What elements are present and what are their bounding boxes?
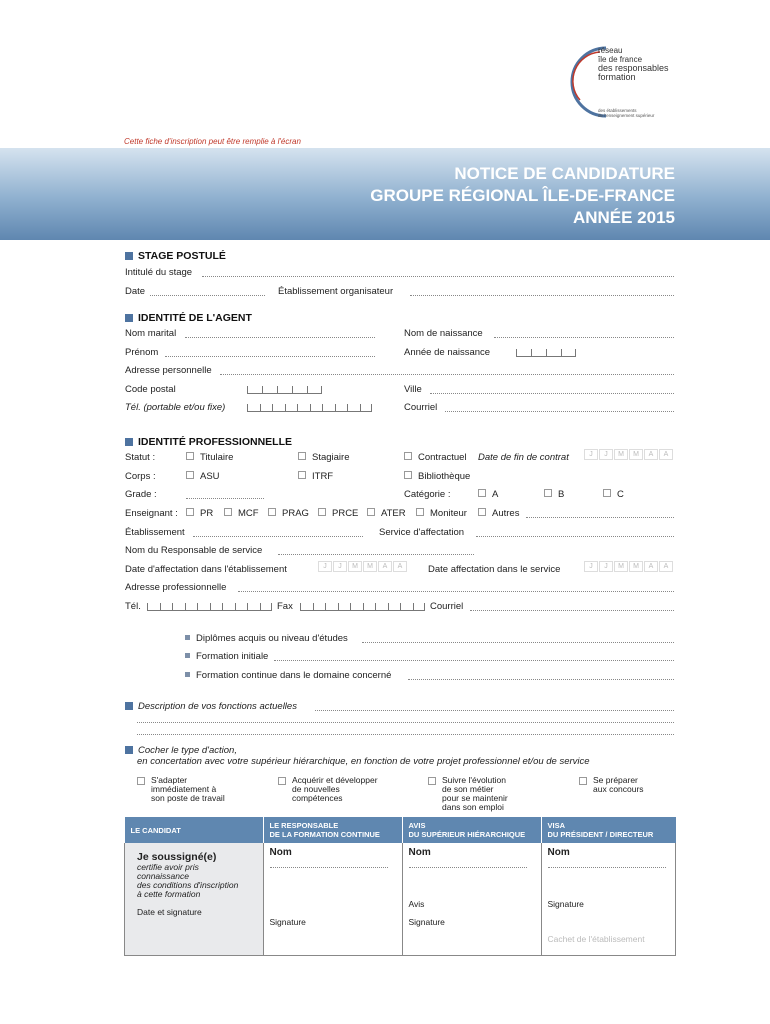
- date-y2: A: [393, 561, 407, 572]
- sig-header-superieur: [402, 817, 541, 843]
- label-date-affect-service: Date affectation dans le service: [428, 564, 561, 575]
- label-diplomes: [185, 633, 348, 644]
- section-bullet-icon: [125, 702, 133, 710]
- field-courriel-pro[interactable]: [470, 610, 674, 611]
- date-m1: M: [614, 561, 628, 572]
- field-adresse-pro[interactable]: [238, 591, 674, 592]
- field-code-postal[interactable]: [247, 381, 322, 394]
- field-annee-naissance[interactable]: [516, 344, 576, 357]
- field-date[interactable]: [150, 295, 265, 296]
- field-fax[interactable]: [300, 598, 425, 611]
- checkbox-icon: [579, 777, 587, 785]
- checkbox-bibliotheque-label: Bibliothèque: [418, 471, 471, 482]
- action-acquerir-l2: de nouvelles: [292, 784, 340, 794]
- sig-nom-superieur-line: [409, 867, 527, 868]
- action-suivre-l1: Suivre l'évolution: [442, 775, 506, 785]
- sig-cell-responsable[interactable]: [263, 843, 402, 956]
- field-description-1[interactable]: [315, 710, 674, 711]
- checkbox-pr[interactable]: [186, 508, 213, 519]
- action-adapter-l2: immédiatement à: [151, 784, 217, 794]
- field-etablissement[interactable]: [193, 536, 363, 537]
- bullet-icon: [185, 653, 190, 658]
- bullet-icon: [185, 635, 190, 640]
- label-corps: Corps :: [125, 471, 156, 482]
- label-date-fin: Date de fin de contrat: [478, 452, 569, 463]
- checkbox-asu[interactable]: [186, 471, 220, 482]
- logo-sub1: des établissements: [598, 108, 637, 113]
- field-tel-agent[interactable]: [247, 399, 372, 412]
- checkbox-stagiaire-label: Stagiaire: [312, 452, 350, 463]
- sig-certifie-2: des conditions d'inscription: [137, 880, 239, 890]
- field-etab-organisateur[interactable]: [410, 295, 674, 296]
- field-service[interactable]: [476, 536, 674, 537]
- checkbox-moniteur[interactable]: [416, 508, 467, 519]
- label-enseignant: Enseignant :: [125, 508, 178, 519]
- sig-header-president-1: VISA: [547, 821, 566, 830]
- sig-cachet: Cachet de l'établissement: [547, 934, 645, 944]
- label-formation-continue-text: Formation continue dans le domaine concerné: [196, 670, 392, 681]
- date-m2: M: [629, 449, 643, 460]
- action-adapter-l3: son poste de travail: [151, 793, 225, 803]
- date-y1: A: [378, 561, 392, 572]
- bullet-icon: [185, 672, 190, 677]
- checkbox-mcf[interactable]: [224, 508, 259, 519]
- label-nom-naissance: Nom de naissance: [404, 328, 483, 339]
- screen-note: Cette fiche d'inscription peut être remplie à l'écran: [124, 137, 301, 146]
- date-d1: J: [584, 561, 598, 572]
- label-ville: Ville: [404, 384, 422, 395]
- sig-nom-superieur: Nom: [408, 847, 431, 858]
- section-stage-title: STAGE POSTULÉ: [138, 250, 226, 262]
- field-intitule[interactable]: [202, 276, 674, 277]
- checkbox-prce[interactable]: [318, 508, 358, 519]
- action-concours-l2: aux concours: [593, 784, 644, 794]
- label-courriel-agent: Courriel: [404, 402, 438, 413]
- date-m2: M: [629, 561, 643, 572]
- label-etablissement: Établissement: [125, 527, 185, 538]
- checkbox-titulaire-label: Titulaire: [200, 452, 234, 463]
- section-bullet-icon: [125, 746, 133, 754]
- label-diplomes-text: Diplômes acquis ou niveau d'études: [196, 633, 348, 644]
- checkbox-icon: [478, 508, 486, 516]
- sig-cell-candidat[interactable]: [125, 843, 264, 956]
- action-suivre-l4: dans son emploi: [442, 802, 504, 812]
- checkbox-bibliotheque[interactable]: [404, 471, 470, 482]
- checkbox-pr-label: PR: [200, 508, 214, 519]
- sig-nom-president-line: [548, 867, 666, 868]
- sig-nom-responsable-line: [270, 867, 388, 868]
- sig-certifie-1: certifie avoir pris connaissance: [137, 862, 199, 881]
- checkbox-autres[interactable]: [478, 508, 519, 519]
- section-bullet-icon: [125, 438, 133, 446]
- checkbox-itrf-label: ITRF: [312, 471, 334, 482]
- action-concours-l1: Se préparer: [593, 775, 638, 785]
- checkbox-icon: [478, 489, 486, 497]
- checkbox-icon: [298, 452, 306, 460]
- label-code-postal: Code postal: [125, 384, 176, 395]
- sig-cell-superieur[interactable]: [402, 843, 541, 956]
- date-y1: A: [644, 561, 658, 572]
- label-fax: Fax: [277, 601, 293, 612]
- label-service: Service d'affectation: [379, 527, 465, 538]
- label-tel-pro: Tél.: [125, 601, 141, 612]
- label-responsable: Nom du Responsable de service: [125, 545, 263, 556]
- label-cocher-1: [125, 745, 237, 756]
- sig-soussigne: Je soussigné(e): [137, 851, 217, 863]
- checkbox-prce-label: PRCE: [332, 508, 359, 519]
- field-tel-pro[interactable]: [147, 598, 272, 611]
- section-agent-title: IDENTITÉ DE L'AGENT: [138, 312, 252, 324]
- label-annee-naissance: Année de naissance: [404, 347, 491, 358]
- label-description: [125, 701, 297, 712]
- checkbox-cat-c[interactable]: [603, 489, 624, 500]
- label-date-affect-etab: Date d'affectation dans l'établissement: [125, 564, 287, 575]
- field-nom-naissance[interactable]: [494, 337, 674, 338]
- checkbox-icon: [318, 508, 326, 516]
- label-intitule: Intitulé du stage: [125, 267, 193, 278]
- action-acquerir-l1: Acquérir et développer: [292, 775, 378, 785]
- field-description-3[interactable]: [137, 734, 674, 735]
- field-prenom[interactable]: [165, 356, 375, 357]
- sig-header-candidat: LE CANDIDAT: [125, 817, 264, 843]
- label-formation-initiale: [185, 651, 268, 662]
- label-categorie: Catégorie :: [404, 489, 451, 500]
- checkbox-cat-b-label: B: [558, 489, 565, 500]
- field-formation-continue[interactable]: [408, 679, 674, 680]
- header-title-2: GROUPE RÉGIONAL ÎLE-DE-FRANCE: [370, 186, 675, 205]
- action-concours[interactable]: [579, 776, 644, 794]
- field-date-affect-etab[interactable]: [318, 561, 408, 572]
- field-courriel-agent[interactable]: [445, 411, 674, 412]
- action-acquerir[interactable]: [278, 776, 378, 803]
- logo-line2: île de france: [598, 55, 643, 64]
- checkbox-mcf-label: MCF: [238, 508, 259, 519]
- checkbox-icon: [186, 471, 194, 479]
- sig-signature-superieur: Signature: [408, 917, 445, 927]
- sig-header-superieur-1: AVIS: [408, 821, 426, 830]
- header-title-3: ANNÉE 2015: [572, 208, 675, 227]
- sig-cell-president[interactable]: [541, 843, 676, 956]
- action-adapter[interactable]: [137, 776, 225, 803]
- label-statut: Statut :: [125, 452, 156, 463]
- checkbox-icon: [298, 471, 306, 479]
- label-formation-continue: [185, 670, 391, 681]
- logo-line1: réseau: [598, 46, 623, 55]
- label-cocher-1-text: Cocher le type d'action,: [138, 745, 237, 756]
- field-formation-initiale[interactable]: [274, 660, 674, 661]
- label-cocher-2: en concertation avec votre supérieur hiérarchique, en fonction de votre projet professionnel et/ou de service: [137, 756, 590, 767]
- label-nom-marital: Nom marital: [125, 328, 177, 339]
- field-description-2[interactable]: [137, 722, 674, 723]
- label-date: Date: [125, 286, 146, 297]
- date-d1: J: [584, 449, 598, 460]
- section-pro-title: IDENTITÉ PROFESSIONNELLE: [138, 436, 293, 448]
- logo-sub2: de l'enseignement supérieur: [598, 113, 655, 118]
- field-ville[interactable]: [430, 393, 674, 394]
- sig-header-president: [541, 817, 676, 843]
- checkbox-titulaire[interactable]: [186, 452, 233, 463]
- label-prenom: Prénom: [125, 347, 159, 358]
- label-description-text: Description de vos fonctions actuelles: [138, 701, 297, 712]
- checkbox-prag-label: PRAG: [282, 508, 309, 519]
- sig-date-signature: Date et signature: [137, 907, 202, 917]
- date-m1: M: [614, 449, 628, 460]
- checkbox-prag[interactable]: [268, 508, 309, 519]
- sig-avis-superieur: Avis: [408, 899, 425, 909]
- date-y2: A: [659, 449, 673, 460]
- checkbox-cat-a-label: A: [492, 489, 499, 500]
- section-stage: [125, 250, 226, 262]
- checkbox-icon: [416, 508, 424, 516]
- label-tel-agent: Tél. (portable et/ou fixe): [125, 402, 226, 413]
- header-title-1: NOTICE DE CANDIDATURE: [454, 164, 675, 183]
- section-bullet-icon: [125, 314, 133, 322]
- action-suivre-l2: de son métier: [442, 784, 494, 794]
- date-d1: J: [318, 561, 332, 572]
- action-adapter-l1: S'adapter: [151, 775, 188, 785]
- field-nom-marital[interactable]: [185, 337, 375, 338]
- checkbox-icon: [404, 452, 412, 460]
- field-grade[interactable]: [186, 498, 264, 499]
- field-diplomes[interactable]: [362, 642, 674, 643]
- date-m1: M: [348, 561, 362, 572]
- sig-header-responsable-2: DE LA FORMATION CONTINUE: [269, 830, 380, 839]
- date-m2: M: [363, 561, 377, 572]
- field-date-affect-service[interactable]: [584, 561, 674, 572]
- sig-nom-president: Nom: [547, 847, 570, 858]
- field-date-fin[interactable]: [584, 449, 674, 460]
- label-grade: Grade :: [125, 489, 157, 500]
- field-adresse[interactable]: [220, 374, 674, 375]
- logo-line3: des responsables: [598, 63, 669, 73]
- section-bullet-icon: [125, 252, 133, 260]
- checkbox-contractuel-label: Contractuel: [418, 452, 467, 463]
- field-responsable[interactable]: [278, 554, 474, 555]
- signature-table: [124, 817, 676, 956]
- sig-header-superieur-2: DU SUPÉRIEUR HIÉRARCHIQUE: [408, 830, 526, 839]
- section-pro: [125, 436, 292, 448]
- date-d2: J: [599, 449, 613, 460]
- date-d2: J: [333, 561, 347, 572]
- action-acquerir-l3: compétences: [292, 793, 343, 803]
- checkbox-contractuel[interactable]: [404, 452, 467, 463]
- checkbox-icon: [186, 452, 194, 460]
- sig-header-president-2: DU PRÉSIDENT / DIRECTEUR: [547, 830, 654, 839]
- date-y2: A: [659, 561, 673, 572]
- section-agent: [125, 312, 252, 324]
- checkbox-asu-label: ASU: [200, 471, 220, 482]
- checkbox-icon: [186, 508, 194, 516]
- sig-signature-responsable: Signature: [269, 917, 306, 927]
- logo: [566, 42, 686, 124]
- label-adresse-pro: Adresse professionnelle: [125, 582, 227, 593]
- label-courriel-pro: Courriel: [430, 601, 464, 612]
- checkbox-icon: [268, 508, 276, 516]
- label-adresse: Adresse personnelle: [125, 365, 212, 376]
- checkbox-stagiaire[interactable]: [298, 452, 350, 463]
- checkbox-itrf[interactable]: [298, 471, 333, 482]
- field-autres[interactable]: [526, 517, 674, 518]
- sig-signature-president: Signature: [547, 899, 584, 909]
- label-formation-initiale-text: Formation initiale: [196, 651, 269, 662]
- checkbox-cat-c-label: C: [617, 489, 624, 500]
- checkbox-ater[interactable]: [367, 508, 406, 519]
- logo-line4: formation: [598, 72, 636, 82]
- checkbox-icon: [224, 508, 232, 516]
- checkbox-icon: [137, 777, 145, 785]
- checkbox-moniteur-label: Moniteur: [430, 508, 467, 519]
- checkbox-autres-label: Autres: [492, 508, 520, 519]
- checkbox-cat-b[interactable]: [544, 489, 564, 500]
- checkbox-ater-label: ATER: [381, 508, 406, 519]
- checkbox-icon: [544, 489, 552, 497]
- label-etab-organisateur: Établissement organisateur: [278, 286, 394, 297]
- checkbox-icon: [428, 777, 436, 785]
- checkbox-icon: [367, 508, 375, 516]
- sig-certifie-3: à cette formation: [137, 889, 201, 899]
- checkbox-icon: [278, 777, 286, 785]
- sig-header-responsable-1: LE RESPONSABLE: [269, 821, 339, 830]
- checkbox-icon: [404, 471, 412, 479]
- checkbox-cat-a[interactable]: [478, 489, 498, 500]
- date-d2: J: [599, 561, 613, 572]
- date-y1: A: [644, 449, 658, 460]
- sig-nom-responsable: Nom: [269, 847, 292, 858]
- sig-header-responsable: [263, 817, 402, 843]
- action-suivre[interactable]: [428, 776, 508, 812]
- checkbox-icon: [603, 489, 611, 497]
- action-suivre-l3: pour se maintenir: [442, 793, 508, 803]
